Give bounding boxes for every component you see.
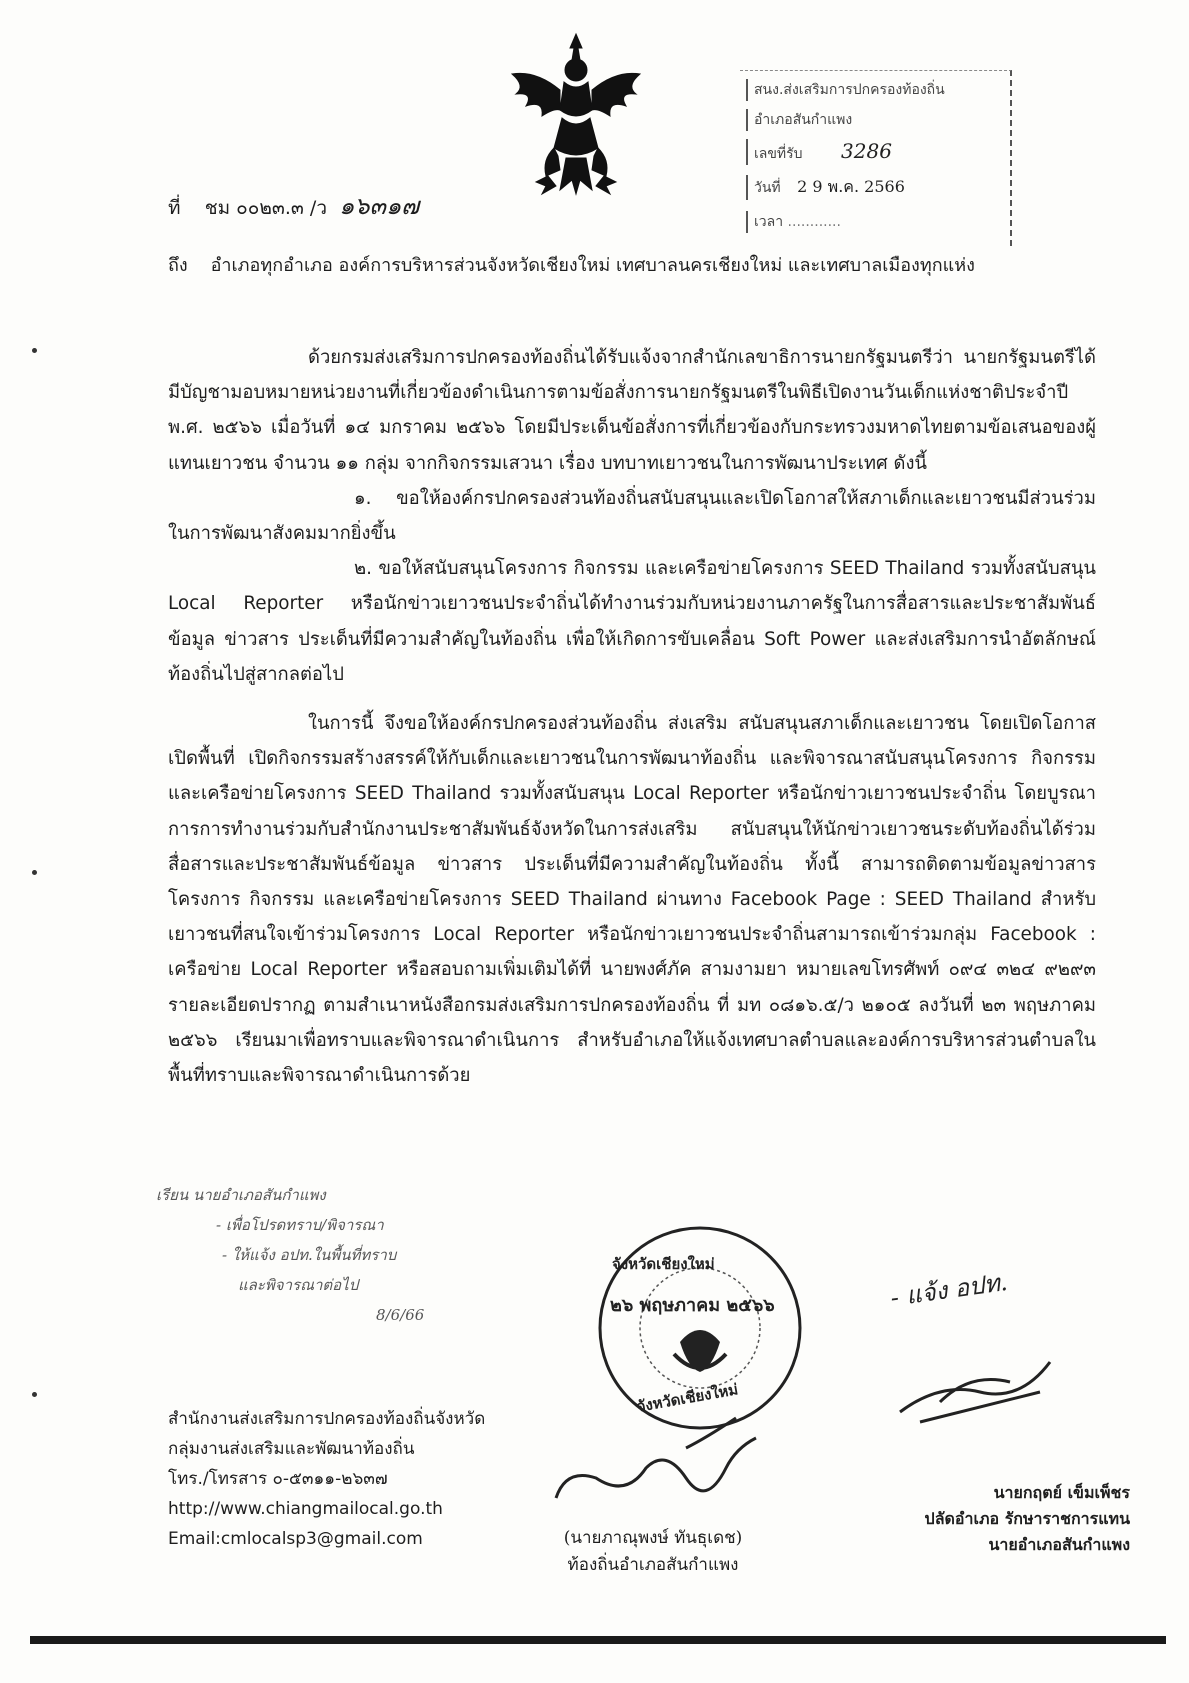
receive-stamp-org: สนง.ส่งเสริมการปกครองท้องถิ่น bbox=[746, 79, 945, 101]
document-number bbox=[168, 186, 419, 225]
handwritten-line: - เพื่อโปรดทราบ/พิจารณา bbox=[216, 1216, 384, 1234]
recipient-text: อำเภอทุกอำเภอ องค์การบริหารส่วนจังหวัดเชียงใหม่ เทศบาลนครเชียงใหม่ และเทศบาลเมืองทุกแห่ง bbox=[210, 255, 975, 276]
seal-top-text: จังหวัดเชียงใหม่ bbox=[612, 1255, 715, 1273]
signer-right-name: นายกฤตย์ เข็มเพ็ชร bbox=[993, 1483, 1130, 1502]
doc-number-prefix: ที่ bbox=[168, 197, 181, 219]
signer-left bbox=[528, 1524, 778, 1578]
sender-email[interactable]: Email:cmlocalsp3@gmail.com bbox=[168, 1529, 423, 1549]
recipient-line bbox=[168, 250, 975, 279]
signer-right-position: ปลัดอำเภอ รักษาราชการแทน bbox=[924, 1509, 1130, 1528]
sender-block bbox=[168, 1404, 485, 1554]
handwritten-date: 8/6/66 bbox=[376, 1306, 425, 1324]
handwritten-line: และพิจารณาต่อไป bbox=[238, 1276, 359, 1294]
margin-dot bbox=[32, 870, 37, 875]
doc-number-handwritten: ๑๖๓๑๗ bbox=[339, 192, 420, 220]
left-signature bbox=[536, 1408, 776, 1528]
seal-date-text: ๒๖ พฤษภาคม ๒๕๖๖ bbox=[610, 1295, 775, 1316]
receive-stamp-number-row bbox=[746, 139, 892, 165]
signer-right bbox=[870, 1480, 1130, 1558]
sender-phone: โทร./โทรสาร ๐-๕๓๑๑-๒๖๓๗ bbox=[168, 1469, 388, 1489]
receive-stamp-date-row bbox=[746, 175, 905, 200]
handwritten-line: - ให้แจ้ง อปท.ในพื้นที่ทราบ bbox=[222, 1246, 397, 1264]
signer-left-position: ท้องถิ่นอำเภอสันกำแพง bbox=[567, 1555, 739, 1575]
garuda-emblem-icon bbox=[506, 30, 646, 200]
receive-number-value: 3286 bbox=[841, 139, 892, 163]
right-signature bbox=[880, 1332, 1080, 1442]
body-paragraph-1: ด้วยกรมส่งเสริมการปกครองท้องถิ่นได้รับแจ้งจากสำนักเลขาธิการนายกรัฐมนตรีว่า นายกรัฐมนตรีได้มีบัญชามอบหมายหน่วยงานที่เกี่ยวข้องดำเนินการตามข้อสั่งการนายกรัฐมนตรีในพิธีเปิดงานวันเด็กแห่งชาติประจำปี พ.ศ. ๒๕๖๖ เมื่อวันที่ ๑๔ มกราคม ๒๕๖๖ โดยมีประเด็นข้อสั่งการที่เกี่ยวข้องกับกระทรวงมหาดไทยตามข้อเสนอของผู้แทนเยาวชน จำนวน ๑๑ กลุ่ม จากกิจกรรมเสวนา เรื่อง บทบาทเยาวชนในการพัฒนาประเทศ ดังนี้ bbox=[168, 347, 1096, 474]
receive-stamp bbox=[740, 70, 1012, 246]
receive-stamp-district: อำเภอสันกำแพง bbox=[746, 109, 852, 131]
handwritten-note bbox=[156, 1180, 516, 1330]
recipient-prefix: ถึง bbox=[168, 255, 188, 276]
body-paragraph-4: ในการนี้ จึงขอให้องค์กรปกครองส่วนท้องถิ่น ส่งเสริม สนับสนุนสภาเด็กและเยาวชน โดยเปิดโอกาส เปิดพื้นที่ เปิดกิจกรรมสร้างสรรค์ให้กับเด็กและเยาวชนในการพัฒนาท้องถิ่น และพิจารณาสนับสนุนโครงการ กิจกรรม และเครือข่ายโครงการ SEED Thailand รวมทั้งสนับสนุน Local Reporter หรือนักข่าวเยาวชนประจำถิ่น โดยบูรณาการการทำงานร่วมกับสำนักงานประชาสัมพันธ์จังหวัดในการส่งเสริม สนับสนุนให้นักข่าวเยาวชนระดับท้องถิ่นได้ร่วมสื่อสารและประชาสัมพันธ์ข้อมูล ข่าวสาร ประเด็นที่มีความสำคัญในท้องถิ่น ทั้งนี้ สามารถติดตามข้อมูลข่าวสารโครงการ กิจกรรม และเครือข่ายโครงการ SEED Thailand ผ่านทาง Facebook Page : SEED Thailand สำหรับเยาวชนที่สนใจเข้าร่วมโครงการ Local Reporter หรือนักข่าวเยาวชนประจำถิ่นสามารถเข้าร่วมกลุ่ม Facebook : เครือข่าย Local Reporter หรือสอบถามเพิ่มเติมได้ที่ นายพงศ์ภัค สามงามยา หมายเลขโทรศัพท์ ๐๙๔ ๓๒๔ ๙๒๙๓ รายละเอียดปรากฏ ตามสำเนาหนังสือกรมส่งเสริมการปกครองท้องถิ่น ที่ มท ๐๘๑๖.๕/ว ๒๑๐๕ ลงวันที่ ๒๓ พฤษภาคม ๒๕๖๖ เรียนมาเพื่อทราบและพิจารณาดำเนินการ สำหรับอำเภอให้แจ้งเทศบาลตำบลและองค์การบริหารส่วนตำบลในพื้นที่ทราบและพิจารณาดำเนินการด้วย bbox=[168, 713, 1096, 1087]
letter-body bbox=[168, 340, 1096, 1093]
signer-right-title: นายอำเภอสันกำแพง bbox=[988, 1535, 1130, 1554]
bottom-rule bbox=[30, 1636, 1166, 1644]
right-annotation: - แจ้ง อปท. bbox=[888, 1267, 1010, 1313]
margin-dot bbox=[32, 348, 37, 353]
sender-office: สำนักงานส่งเสริมการปกครองท้องถิ่นจังหวัด bbox=[168, 1409, 486, 1429]
margin-dot bbox=[32, 1392, 37, 1397]
handwritten-line: เรียน นายอำเภอสันกำแพง bbox=[156, 1186, 326, 1204]
receive-stamp-time-row: เวลา ............ bbox=[746, 211, 841, 233]
doc-number-value: ชม ๐๐๒๓.๓ /ว bbox=[204, 197, 328, 219]
receive-number-label: เลขที่รับ bbox=[754, 146, 803, 162]
receive-time-label: เวลา bbox=[754, 214, 784, 230]
body-paragraph-2: ๑. ขอให้องค์กรปกครองส่วนท้องถิ่นสนับสนุนและเปิดโอกาสให้สภาเด็กและเยาวชนมีส่วนร่วมในการพัฒนาสังคมมากยิ่งขึ้น bbox=[168, 487, 1096, 545]
body-paragraph-3: ๒. ขอให้สนับสนุนโครงการ กิจกรรม และเครือข่ายโครงการ SEED Thailand รวมทั้งสนับสนุน Local Reporter หรือนักข่าวเยาวชนประจำถิ่นได้ทำงานร่วมกับหน่วยงานภาครัฐในการสื่อสารและประชาสัมพันธ์ ข้อมูล ข่าวสาร ประเด็นที่มีความสำคัญในท้องถิ่น เพื่อให้เกิดการขับเคลื่อน Soft Power และส่งเสริมการนำอัตลักษณ์ท้องถิ่นไปสู่สากลต่อไป bbox=[168, 558, 1096, 685]
seal-bottom-text: จังหวัดเชียงใหม่ bbox=[635, 1380, 740, 1416]
receive-date-value: 2 9 พ.ค. 2566 bbox=[797, 177, 905, 196]
receive-date-label: วันที่ bbox=[754, 180, 781, 196]
signer-left-name: (นายภาณุพงษ์ ทันธุเดช) bbox=[563, 1528, 743, 1548]
sender-division: กลุ่มงานส่งเสริมและพัฒนาท้องถิ่น bbox=[168, 1439, 415, 1459]
sender-website[interactable]: http://www.chiangmailocal.go.th bbox=[168, 1499, 443, 1519]
